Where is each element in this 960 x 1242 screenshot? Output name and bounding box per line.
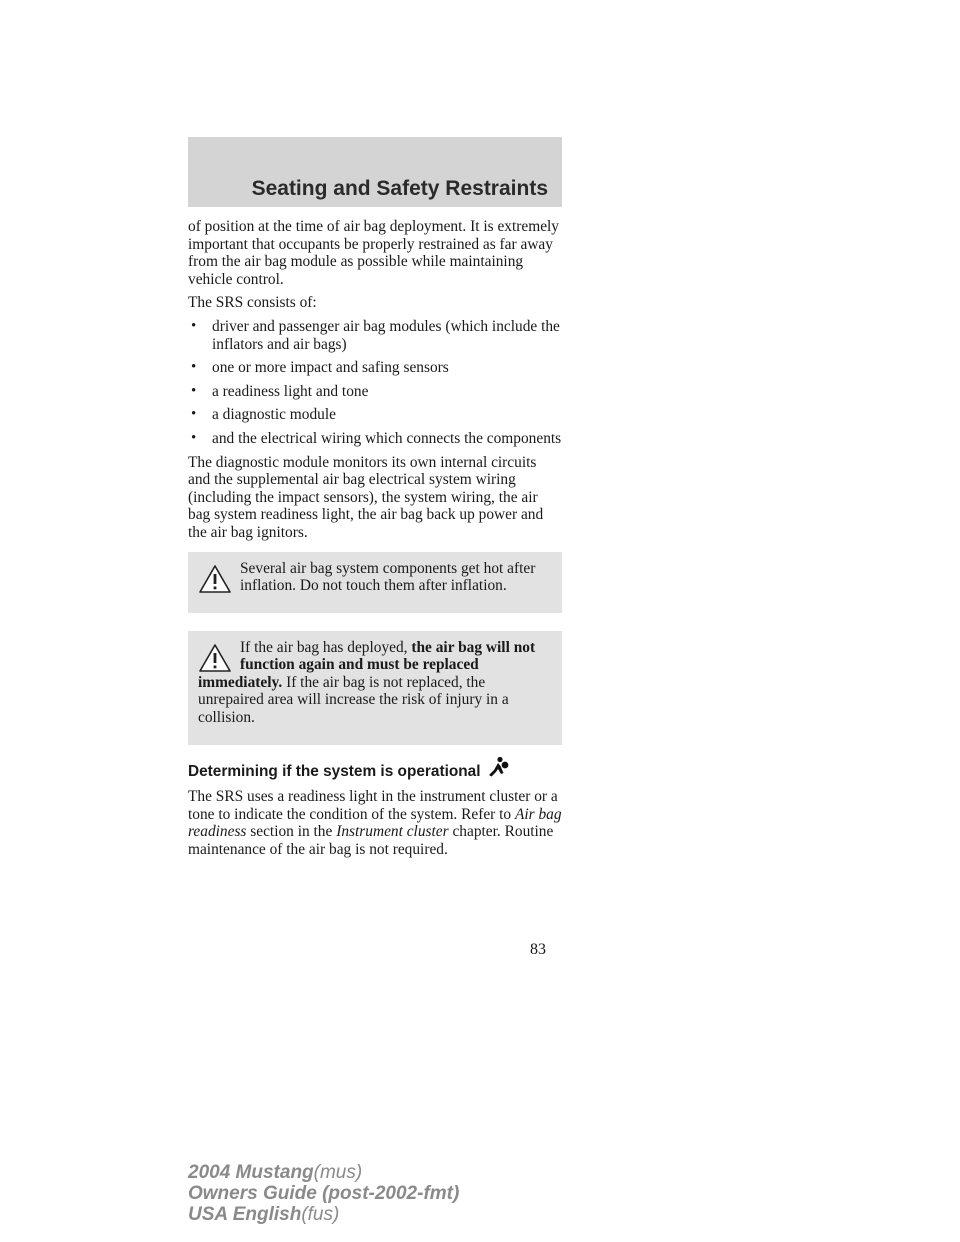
bullet-icon: • xyxy=(191,317,197,334)
section-heading: Determining if the system is operational xyxy=(188,763,562,781)
srs-components-list xyxy=(188,318,562,448)
warning-emphasis: the air bag will not function again and must be replaced immediately. xyxy=(198,638,536,691)
warning-text: If the air bag has deployed, the air bag will not function again and must be replaced immediately. If the air bag is not replaced, the unrepaired area will increase the risk of injury in a collision. xyxy=(198,638,536,727)
list-item: • driver and passenger air bag modules (which include the inflators and air bags) xyxy=(191,317,560,353)
page-title: Seating and Safety Restraints xyxy=(251,177,548,200)
document-footer: 2004 Mustang(mus) Owners Guide (post-2002-fmt) USA English(fus) xyxy=(188,1162,460,1225)
bullet-icon: • xyxy=(191,406,197,423)
srs-consists-paragraph: The SRS consists of: xyxy=(188,294,317,312)
list-item: • a diagnostic module xyxy=(191,406,336,424)
airbag-icon xyxy=(485,755,509,779)
list-item: • a readiness light and tone xyxy=(191,382,369,400)
bullet-icon: • xyxy=(191,382,197,399)
warning-box-hot-components xyxy=(188,552,562,613)
warning-triangle-icon xyxy=(198,564,232,594)
bullet-icon: • xyxy=(191,359,197,376)
page-number: 83 xyxy=(530,941,546,958)
intro-paragraph: of position at the time of air bag deployment. It is extremely important that occupants be properly restrained as far away from the air bag module as possible while maintaining vehicle control. xyxy=(188,218,559,288)
warning-box-deployed xyxy=(188,631,562,745)
header-band xyxy=(188,137,562,207)
warning-triangle-icon xyxy=(198,643,232,673)
list-item: • one or more impact and safing sensors xyxy=(191,359,449,377)
diagnostic-paragraph: The diagnostic module monitors its own internal circuits and the supplemental air bag electrical system wiring (including the impact sensors), the system wiring, the air bag system readiness light, the air bag back up power and the air bag ignitors. xyxy=(188,453,544,541)
readiness-paragraph: The SRS uses a readiness light in the instrument cluster or a tone to indicate the condition of the system. Refer to Air bag readiness section in the Instrument cluster chapter. Routine maintenance of the air bag is not required. xyxy=(188,788,562,859)
list-item: • and the electrical wiring which connects the components xyxy=(191,429,562,447)
ref-air-bag-readiness: Air bag readiness xyxy=(188,805,562,841)
bullet-icon: • xyxy=(191,429,197,446)
warning-text: Several air bag system components get hot after inflation. Do not touch them after inflation. xyxy=(240,559,536,595)
ref-instrument-cluster: Instrument cluster xyxy=(336,823,449,841)
page-content xyxy=(188,218,562,865)
